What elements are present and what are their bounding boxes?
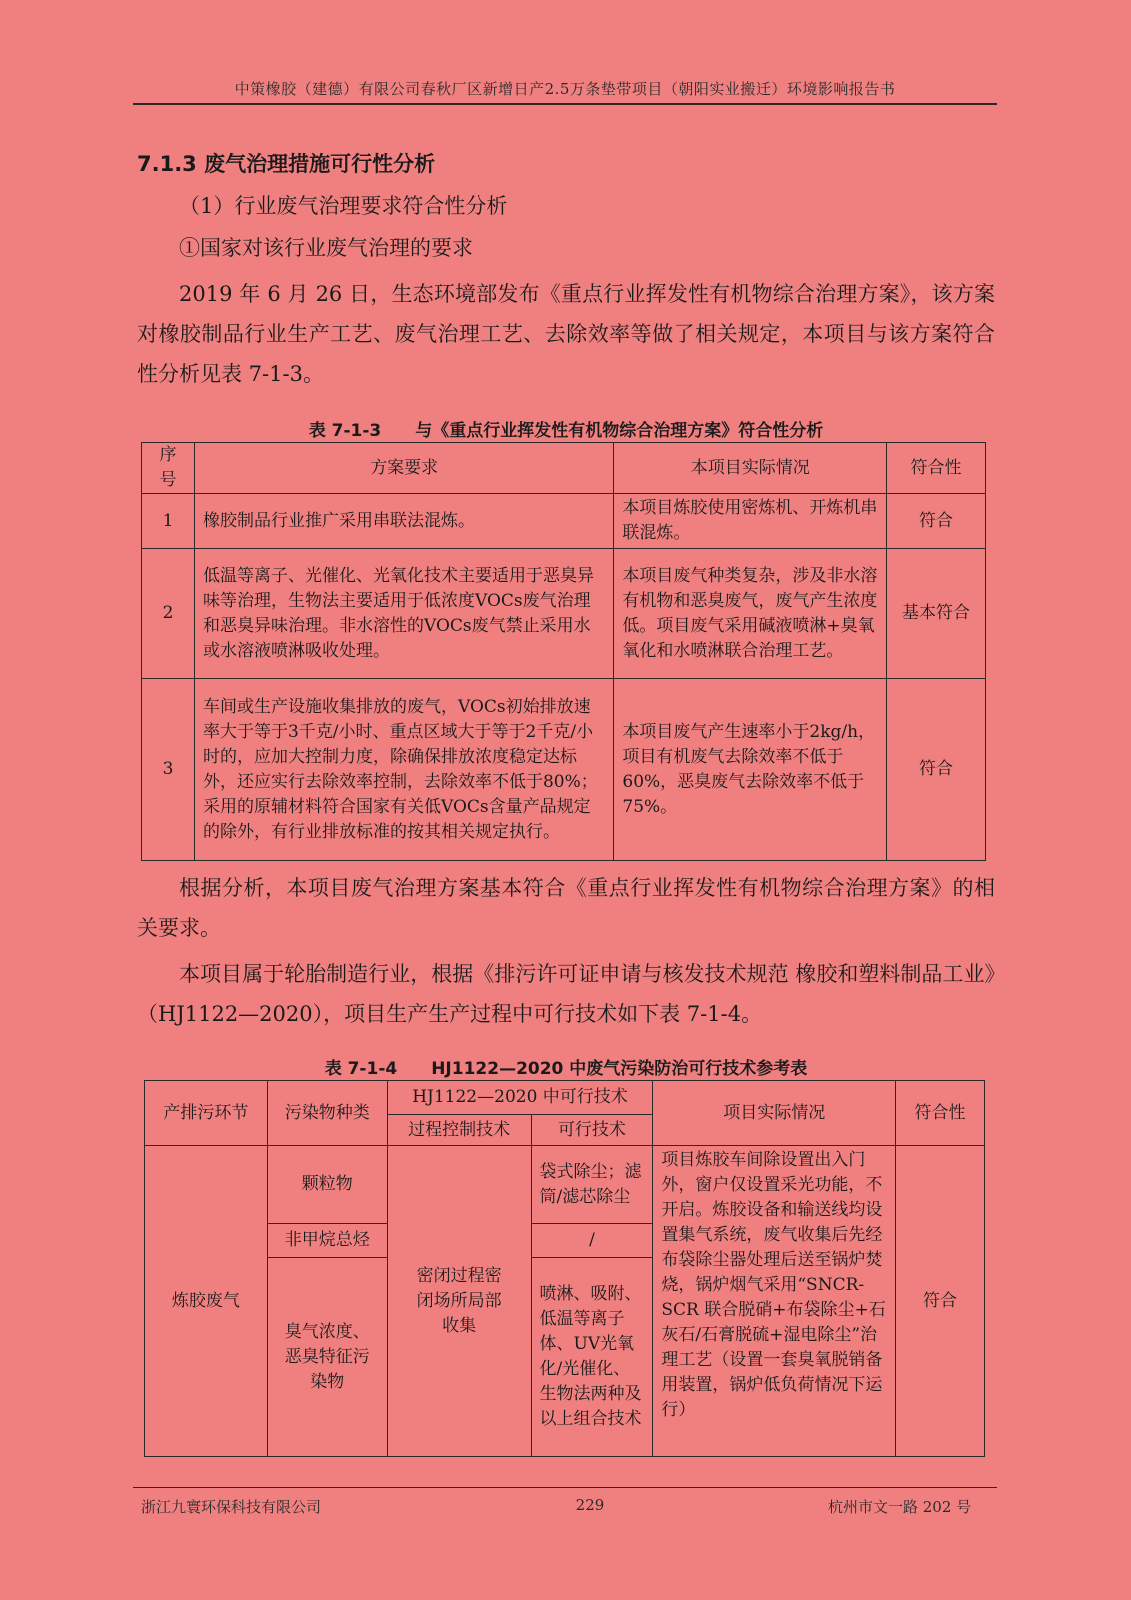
table2-header-feasible-tech: 可行技术 <box>531 1115 653 1146</box>
table2-header-feasible-group: HJ1122—2020 中可行技术 <box>387 1081 653 1115</box>
table1-header-result: 符合性 <box>887 443 986 494</box>
header-rule <box>133 103 997 105</box>
table2-cell-result: 符合 <box>896 1146 985 1457</box>
paragraph-3: 本项目属于轮胎制造行业，根据《排污许可证申请与核发技术规范 橡胶和塑料制品工业》（HJ1122—2020），项目生产生产过程中可行技术如下表 7-1-4。 <box>137 962 995 1026</box>
table1-cell-no: 3 <box>142 679 195 861</box>
table2-header-stage: 产排污环节 <box>145 1081 268 1146</box>
table2-cell-feasible-tech: / <box>531 1224 653 1258</box>
table2-cell-pollutant: 颗粒物 <box>267 1146 387 1224</box>
footer-rule <box>133 1487 997 1488</box>
table2-cell-stage: 炼胶废气 <box>145 1146 268 1457</box>
table-row <box>145 1146 985 1224</box>
table2-caption: 表 7-1-4 HJ1122—2020 中废气污染防治可行技术参考表 <box>324 1059 808 1079</box>
table1-cell-requirement: 低温等离子、光催化、光氧化技术主要适用于恶臭异味等治理，生物法主要适用于低浓度VOCs废气治理和恶臭异味治理。非水溶性的VOCs废气禁止采用水或水溶液喷淋吸收处理。 <box>194 549 613 679</box>
table1-caption: 表 7-1-3 与《重点行业挥发性有机物综合治理方案》符合性分析 <box>308 421 824 441</box>
table1-cell-result: 符合 <box>887 494 986 549</box>
paragraph-1: 2019 年 6 月 26 日，生态环境部发布《重点行业挥发性有机物综合治理方案》，该方案对橡胶制品行业生产工艺、废气治理工艺、去除效率等做了相关规定，本项目与该方案符合性分析见表 7-1-3。 <box>137 282 995 386</box>
table1-cell-requirement: 车间或生产设施收集排放的废气，VOCs初始排放速率大于等于3千克/小时、重点区域大于等于2千克/小时的，应加大控制力度，除确保排放浓度稳定达标外，还应实行去除效率控制，去除效率不低于80%；采用的原辅材料符合国家有关低VOCs含量产品规定的除外，有行业排放标准的按其相关规定执行。 <box>194 679 613 861</box>
page-header: 中策橡胶（建德）有限公司春秋厂区新增日产2.5万条垫带项目（朝阳实业搬迁）环境影响报告书 <box>234 80 896 98</box>
table2-header-pollutant: 污染物种类 <box>267 1081 387 1146</box>
footer-address: 杭州市文一路 202 号 <box>828 1498 972 1516</box>
table2-header-row <box>145 1081 985 1115</box>
table1-header-no: 序号 <box>142 443 195 494</box>
table1-cell-actual: 本项目炼胶使用密炼机、开炼机串联混炼。 <box>614 494 887 549</box>
table2 <box>144 1080 985 1457</box>
table2-cell-actual: 项目炼胶车间除设置出入门外，窗户仅设置采光功能，不开启。炼胶设备和输送线均设置集气系统，废气收集后先经布袋除尘器处理后送至锅炉焚烧，锅炉烟气采用“SNCR-SCR 联合脱硝+布袋除尘+石灰石/石膏脱硫+湿电除尘”治理工艺（设置一套臭氧脱销备用装置，锅炉低负荷情况下运行） <box>653 1146 896 1457</box>
table2-header-process-control: 过程控制技术 <box>387 1115 531 1146</box>
table-row <box>142 494 986 549</box>
table2-cell-feasible-tech: 喷淋、吸附、低温等离子体、UV光氧化/光催化、生物法两种及以上组合技术 <box>531 1258 653 1457</box>
table2-header-actual: 项目实际情况 <box>653 1081 896 1146</box>
table1-header-actual: 本项目实际情况 <box>614 443 887 494</box>
table2-cell-pollutant: 臭气浓度、恶臭特征污染物 <box>267 1258 387 1457</box>
subsubsection-heading: ①国家对该行业废气治理的要求 <box>179 236 473 260</box>
table1-cell-actual: 本项目废气种类复杂，涉及非水溶有机物和恶臭废气，废气产生浓度低。项目废气采用碱液喷淋+臭氧氧化和水喷淋联合治理工艺。 <box>614 549 887 679</box>
table2-cell-pollutant: 非甲烷总烃 <box>267 1224 387 1258</box>
page-number: 229 <box>575 1496 605 1514</box>
section-title: 7.1.3 废气治理措施可行性分析 <box>137 152 436 176</box>
table-row <box>142 549 986 679</box>
table1-cell-no: 1 <box>142 494 195 549</box>
subsection-heading: （1）行业废气治理要求符合性分析 <box>179 194 508 218</box>
table1-cell-requirement: 橡胶制品行业推广采用串联法混炼。 <box>194 494 613 549</box>
table-row <box>142 679 986 861</box>
table2-header-result: 符合性 <box>896 1081 985 1146</box>
table1-header-requirement: 方案要求 <box>194 443 613 494</box>
table1-cell-result: 基本符合 <box>887 549 986 679</box>
paragraph-2: 根据分析，本项目废气治理方案基本符合《重点行业挥发性有机物综合治理方案》的相关要求。 <box>137 876 995 940</box>
table1-cell-result: 符合 <box>887 679 986 861</box>
table2-cell-process-control: 密闭过程密闭场所局部收集 <box>387 1146 531 1457</box>
table1-header-row <box>142 443 986 494</box>
table2-cell-feasible-tech: 袋式除尘；滤筒/滤芯除尘 <box>531 1146 653 1224</box>
footer-company: 浙江九寰环保科技有限公司 <box>141 1498 322 1516</box>
table1-cell-actual: 本项目废气产生速率小于2kg/h，项目有机废气去除效率不低于60%，恶臭废气去除效率不低于75%。 <box>614 679 887 861</box>
table1 <box>141 442 986 861</box>
table1-cell-no: 2 <box>142 549 195 679</box>
